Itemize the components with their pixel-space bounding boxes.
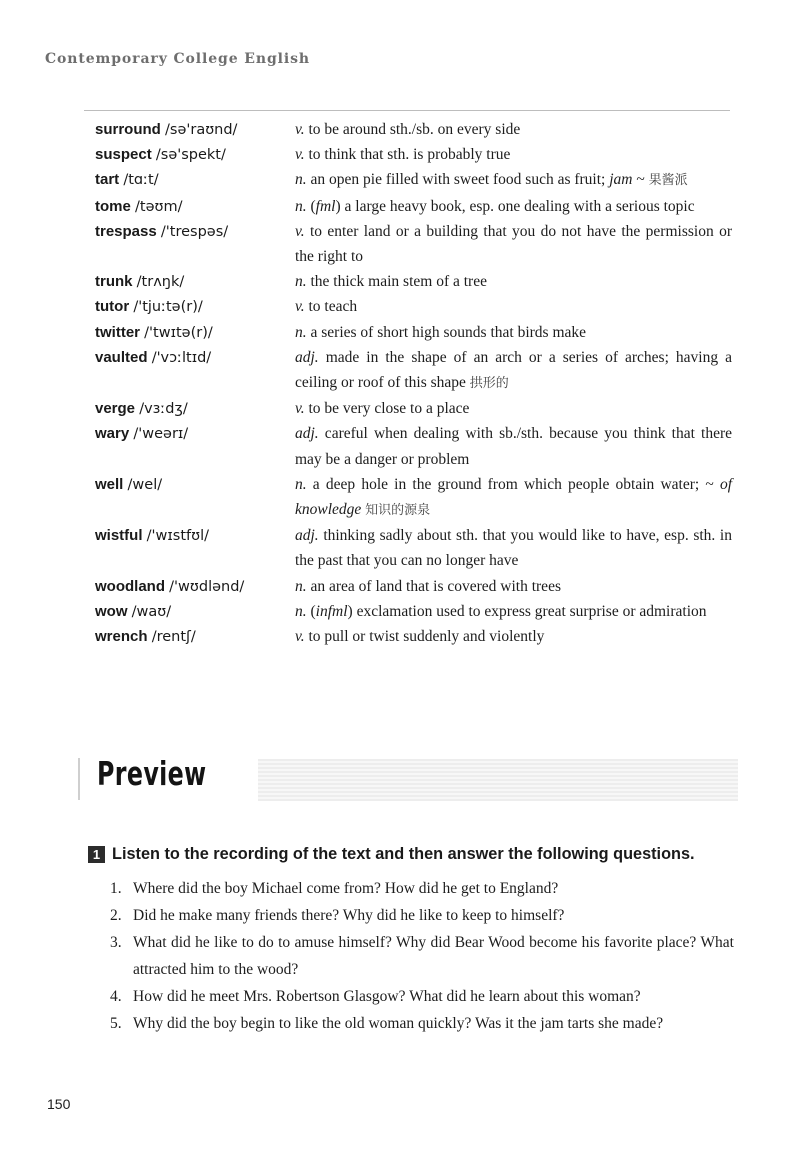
question-number: 4. — [110, 988, 122, 1005]
definition-text: ~ — [632, 171, 649, 189]
definition — [295, 194, 732, 219]
part-of-speech: n. — [295, 475, 307, 493]
question-number: 2. — [110, 907, 122, 924]
definition-text: to be around sth./sb. on every side — [304, 121, 521, 138]
definition-text: to teach — [304, 298, 358, 316]
definition-text: to pull or twist suddenly and violently — [304, 628, 545, 646]
definition — [295, 574, 732, 599]
definition-text: ( — [306, 197, 316, 215]
definition-text: careful when dealing with sb./sth. because you think that there may be a danger or problem — [295, 425, 732, 468]
question-item — [110, 902, 734, 929]
glossary-entry — [0, 523, 804, 573]
definition — [295, 472, 732, 523]
question-list — [110, 875, 734, 1037]
running-title: Contemporary College English — [45, 51, 310, 67]
headword: surround — [95, 121, 161, 138]
glossary-entry — [0, 117, 804, 142]
glossary-entry — [0, 396, 804, 421]
glossary-entry — [0, 294, 804, 319]
question-item — [110, 983, 734, 1010]
definition-text: ) a large heavy book, esp. one dealing with a serious topic — [335, 197, 695, 215]
part-of-speech: n. — [295, 577, 307, 595]
part-of-speech: v. — [295, 121, 305, 138]
glossary-entry — [0, 320, 804, 345]
headword: wow — [95, 602, 128, 620]
pronunciation: /'weərɪ/ — [133, 426, 189, 443]
headword: twitter — [95, 323, 140, 341]
question-item — [110, 875, 734, 902]
glossary-entry — [0, 345, 804, 396]
question-item — [110, 929, 734, 983]
definition-text: infml — [315, 602, 348, 620]
pronunciation: /trʌŋk/ — [136, 274, 185, 291]
glossary-entry — [0, 194, 804, 219]
glossary-entry — [0, 624, 804, 649]
definition-text: to think that sth. is probably true — [304, 146, 511, 164]
entry-term — [95, 599, 290, 625]
question-number: 1. — [110, 880, 122, 897]
definition — [295, 599, 732, 624]
definition-text: ) exclamation used to express great surprise or admiration — [347, 602, 707, 620]
definition-text: of knowledge — [295, 475, 732, 519]
glossary-entry — [0, 167, 804, 193]
page-number: 150 — [47, 1096, 71, 1112]
glossary-entry — [0, 574, 804, 599]
definition — [295, 219, 732, 269]
entry-term — [95, 294, 290, 320]
definition-text: a deep hole in the ground from which people obtain water; ~ — [306, 475, 720, 493]
pronunciation: /tɑːt/ — [123, 172, 159, 189]
part-of-speech: adj. — [295, 425, 319, 443]
question-text: Did he make many friends there? Why did he like to keep to himself? — [133, 907, 565, 924]
headword: wary — [95, 425, 130, 443]
definition — [295, 142, 732, 167]
headword: tome — [95, 197, 131, 215]
definition-text: to be very close to a place — [304, 400, 470, 418]
section-number-badge: 1 — [88, 846, 105, 863]
part-of-speech: v. — [295, 400, 305, 418]
definition — [295, 167, 732, 193]
pronunciation: /vɜːdʒ/ — [139, 401, 188, 418]
headword: wrench — [95, 628, 148, 646]
definition-text: jam — [609, 171, 633, 189]
part-of-speech: n. — [295, 602, 307, 620]
glossary-entry — [0, 142, 804, 167]
glossary-entry — [0, 421, 804, 471]
pronunciation: /sə'spekt/ — [155, 147, 226, 164]
pronunciation: /sə'raʊnd/ — [165, 122, 238, 138]
headword: vaulted — [95, 348, 148, 366]
headword: suspect — [95, 146, 152, 164]
definition — [295, 117, 732, 142]
definition-text: an area of land that is covered with trees — [306, 577, 561, 595]
headword: verge — [95, 400, 136, 418]
pronunciation: /'trespəs/ — [160, 223, 229, 240]
headword: well — [95, 475, 124, 493]
glossary-list — [0, 117, 804, 649]
entry-term — [95, 219, 290, 245]
entry-term — [95, 269, 290, 295]
pronunciation: /'wʊdlənd/ — [169, 578, 245, 595]
section-heading — [88, 845, 695, 864]
entry-term — [95, 574, 290, 600]
definition — [295, 396, 732, 421]
part-of-speech: v. — [295, 298, 305, 316]
section-instruction: Listen to the recording of the text and then answer the following questions. — [112, 845, 695, 863]
glossary-entry — [0, 599, 804, 624]
question-item — [110, 1010, 734, 1037]
question-text: How did he meet Mrs. Robertson Glasgow? What did he learn about this woman? — [133, 988, 641, 1005]
definition-text: an open pie filled with sweet food such as fruit; — [306, 171, 610, 189]
pronunciation: /'tjuːtə(r)/ — [133, 299, 203, 316]
definition — [295, 624, 732, 649]
header-divider — [84, 110, 730, 111]
pronunciation: /'wɪstfʊl/ — [146, 528, 210, 545]
part-of-speech: v. — [295, 628, 305, 646]
headword: trunk — [95, 273, 133, 291]
preview-banner — [78, 754, 738, 804]
entry-term — [95, 194, 290, 220]
definition-text: made in the shape of an arch or a series of arches; having a ceiling or roof of this shape — [295, 348, 732, 392]
question-number: 5. — [110, 1015, 122, 1032]
entry-term — [95, 523, 290, 549]
definition-text: the thick main stem of a tree — [306, 273, 487, 291]
entry-term — [95, 396, 290, 422]
headword: wistful — [95, 527, 143, 545]
part-of-speech: n. — [295, 273, 307, 291]
question-text: Why did the boy begin to like the old woman quickly? Was it the jam tarts she made? — [133, 1015, 664, 1032]
glossary-entry — [0, 472, 804, 523]
entry-term — [95, 117, 290, 143]
definition-text: a series of short high sounds that birds make — [306, 323, 587, 341]
headword: trespass — [95, 222, 157, 240]
chinese-gloss: 果酱派 — [648, 173, 688, 189]
preview-title: Preview — [97, 754, 207, 793]
entry-term — [95, 345, 290, 371]
pronunciation: /təʊm/ — [135, 198, 183, 215]
entry-term — [95, 421, 290, 447]
part-of-speech: v. — [295, 222, 305, 240]
part-of-speech: n. — [295, 197, 307, 215]
definition — [295, 523, 732, 573]
part-of-speech: n. — [295, 323, 307, 341]
part-of-speech: adj. — [295, 527, 319, 545]
entry-term — [95, 142, 290, 168]
definition-text: ( — [306, 602, 316, 620]
definition-text: fml — [315, 197, 336, 215]
pronunciation: /'twɪtə(r)/ — [144, 324, 213, 341]
definition — [295, 269, 732, 294]
definition-text: to enter land or a building that you do not have the permission or the right to — [295, 222, 732, 266]
pronunciation: /waʊ/ — [131, 603, 172, 620]
headword: tart — [95, 171, 120, 189]
pronunciation: /rentʃ/ — [151, 629, 196, 646]
part-of-speech: adj. — [295, 348, 319, 366]
entry-term — [95, 320, 290, 346]
banner-edge — [78, 758, 80, 800]
definition — [295, 320, 732, 345]
definition-text: thinking sadly about sth. that you would like to have, esp. sth. in the past that you can no longer have — [295, 527, 732, 570]
entry-term — [95, 472, 290, 498]
question-text: What did he like to do to amuse himself? Why did Bear Wood become his favorite place? What attracted him to the wood? — [133, 934, 734, 978]
definition — [295, 345, 732, 396]
part-of-speech: v. — [295, 146, 305, 164]
entry-term — [95, 624, 290, 650]
entry-term — [95, 167, 290, 193]
headword: tutor — [95, 298, 130, 316]
chinese-gloss: 拱形的 — [469, 376, 509, 392]
definition — [295, 294, 732, 319]
glossary-entry — [0, 269, 804, 294]
banner-stripe — [258, 759, 738, 801]
headword: woodland — [95, 577, 165, 595]
question-text: Where did the boy Michael come from? How did he get to England? — [133, 880, 559, 897]
pronunciation: /wel/ — [127, 476, 163, 493]
question-number: 3. — [110, 934, 122, 951]
part-of-speech: n. — [295, 171, 307, 189]
pronunciation: /'vɔːltɪd/ — [151, 349, 212, 366]
definition — [295, 421, 732, 471]
chinese-gloss: 知识的源泉 — [365, 503, 431, 519]
glossary-entry — [0, 219, 804, 269]
